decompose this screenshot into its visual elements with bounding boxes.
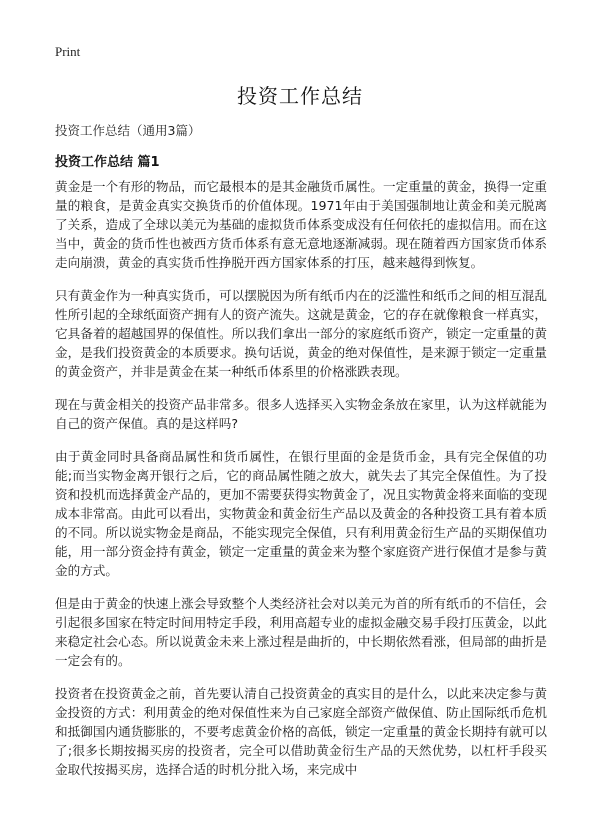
body-paragraph-4: 由于黄金同时具备商品属性和货币属性，在银行里面的金是货币金，具有完全保值的功能;而当实物金离开银行之后，它的商品属性随之放大，就失去了其完全保值性。为了投资和投机而选择黄金产品的，更加不需要获得实物黄金了，况且实物黄金将来面临的变现成本非常高。由此可以看出，实物黄金和黄金衍生产品以及黄金的各种投资工具有着本质的不同。所以说实物金是商品，不能实现完全保值，只有利用黄金衍生产品的买期保值功能，用一部分资金持有黄金，锁定一定重量的黄金来为整个家庭资产进行保值才是参与黄金的方式。	[55, 449, 547, 578]
body-paragraph-2: 只有黄金作为一种真实货币，可以摆脱因为所有纸币内在的泛滥性和纸币之间的相互混乱性所引起的全球纸面资产拥有人的资产流失。这就是黄金，它的存在就像粮食一样真实，它具备着的超越国界的保值性。所以我们拿出一部分的家庭纸币资产，锁定一定重量的黄金，是我们投资黄金的本质要求。换句话说，黄金的绝对保值性，是来源于锁定一定重量的黄金资产，并非是黄金在某一种纸币体系里的价格涨跌表现。	[55, 288, 547, 379]
body-paragraph-5: 但是由于黄金的快速上涨会导致整个人类经济社会对以美元为首的所有纸币的不信任，会引起很多国家在特定时间用特定手段，利用高超专业的虚拟金融交易手段打压黄金，以此来稳定社会心态。所以说黄金未来上涨过程是曲折的，中长期依然看涨，但局部的曲折是一定会有的。	[55, 596, 547, 668]
document-body	[55, 177, 547, 793]
page-title: 投资工作总结	[237, 84, 363, 108]
document-subtitle: 投资工作总结（通用3篇）	[55, 123, 201, 138]
body-paragraph-1: 黄金是一个有形的物品，而它最根本的是其金融货币属性。一定重量的黄金，换得一定重量的粮食，是黄金真实交换货币的价值体现。1971年由于美国强制地让黄金和美元脱离了关系，造成了全球以美元为基础的虚拟货币体系变成没有任何依托的虚拟信用。而在这当中，黄金的货币性也被西方货币体系有意无意地逐渐减弱。现在随着西方国家货币体系走向崩溃，黄金的真实货币性挣脱开西方国家体系的打压，越来越得到恢复。	[55, 179, 547, 270]
print-label: Print	[55, 44, 81, 59]
body-paragraph-3: 现在与黄金相关的投资产品非常多。很多人选择买入实物金条放在家里，认为这样就能为自己的资产保值。真的是这样吗?	[55, 397, 547, 431]
section-heading: 投资工作总结 篇1	[55, 155, 160, 170]
body-paragraph-6: 投资者在投资黄金之前，首先要认清自己投资黄金的真实目的是什么，以此来决定参与黄金投资的方式：利用黄金的绝对保值性来为自己家庭全部资产做保值、防止国际纸币危机和抵御国内通货膨胀的，不要考虑黄金价格的高低，锁定一定重量的黄金长期持有就可以了;很多长期按揭买房的投资者，完全可以借助黄金衍生产品的天然优势，以杠杆手段买金取代按揭买房，选择合适的时机分批入场，来完成中	[55, 686, 547, 777]
